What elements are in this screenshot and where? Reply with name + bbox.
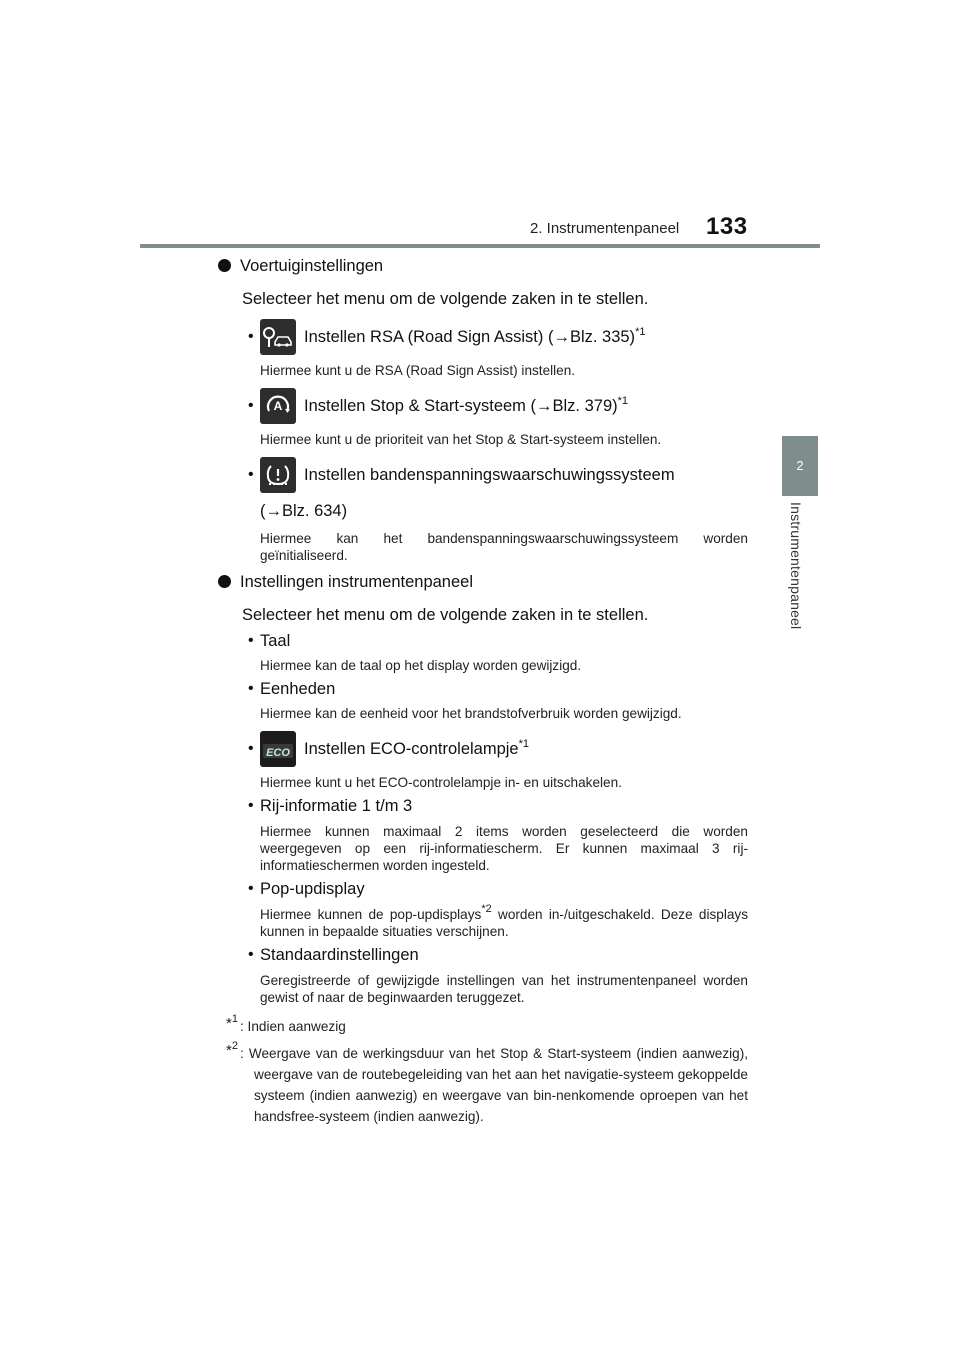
list-item-rsa bbox=[218, 318, 748, 356]
list-item-default-settings bbox=[218, 944, 748, 966]
footnote-1 bbox=[218, 1013, 748, 1037]
footnote-2 bbox=[218, 1040, 748, 1127]
item-label: Pop-updisplay bbox=[260, 880, 365, 898]
tire-pressure-warning-icon bbox=[260, 457, 296, 493]
section-title-text: Voertuiginstellingen bbox=[240, 257, 384, 275]
bullet: • bbox=[248, 946, 254, 963]
footnote-mark: *$^2$ bbox=[226, 1040, 238, 1059]
item-description: Hiermee kunt u de RSA (Road Sign Assist) instellen. bbox=[260, 363, 576, 378]
item-label: Rij-informatie 1 t/m 3 bbox=[260, 797, 413, 815]
item-label: Standaardinstellingen bbox=[260, 946, 419, 964]
page-content bbox=[218, 252, 748, 1127]
item-description: Hiermee kan het bandenspanningswaarschuwingssysteem worden geïnitialiseerd. bbox=[260, 531, 748, 563]
bullet: • bbox=[248, 466, 254, 483]
list-item-language bbox=[218, 630, 748, 652]
list-item-eco bbox=[218, 730, 748, 768]
bullet: • bbox=[248, 880, 254, 897]
item-label: Instellen ECO-controlelampje$^{*1}$ bbox=[304, 738, 530, 758]
chapter-tab[interactable]: 2 bbox=[782, 436, 818, 496]
header-divider bbox=[140, 244, 820, 248]
item-description: Hiermee kunnen de pop-updisplays$^{*2}$ worden in-/uitgeschakeld. Deze displays kunnen in bepaalde situaties verschijnen. bbox=[260, 903, 749, 939]
bullet: • bbox=[248, 632, 254, 649]
item-description: Geregistreerde of gewijzigde instellingen van het instrumentenpaneel worden gewist of naar de beginwaarden teruggezet. bbox=[260, 973, 748, 1005]
bullet: • bbox=[248, 328, 254, 345]
footnote-text: : Weergave van de werkingsduur van het Stop & Start-systeem (indien aanwezig), weergave van de routebegeleiding van het aan het navigatie-systeem gekoppelde systeem (indien aanwezig) en weergave van bin-nenkomende oproepen van het handsfree-systeem (indien aanwezig). bbox=[240, 1046, 748, 1124]
item-label: Instellen bandenspanningswaarschuwingssysteem bbox=[304, 466, 675, 484]
bullet: • bbox=[248, 740, 254, 757]
section-title-vehicle-settings bbox=[218, 254, 748, 278]
section-title-instrument-settings bbox=[218, 570, 748, 594]
item-label-continuation bbox=[218, 500, 748, 522]
svg-text:ECO: ECO bbox=[266, 747, 290, 759]
item-description: Hiermee kan de eenheid voor het brandstofverbruik worden gewijzigd. bbox=[260, 706, 682, 721]
item-label: Instellen Stop & Start-systeem (→Blz. 379)$^{*1}$ bbox=[304, 395, 629, 415]
svg-text:A: A bbox=[273, 399, 283, 413]
page-reference: (→Blz. 634) bbox=[260, 502, 348, 520]
list-item-units bbox=[218, 678, 748, 700]
section-intro: Selecteer het menu om de volgende zaken in te stellen. bbox=[242, 290, 649, 308]
road-sign-assist-icon bbox=[260, 319, 296, 355]
item-description: Hiermee kunt u het ECO-controlelampje in- en uitschakelen. bbox=[260, 775, 622, 790]
item-description: Hiermee kan de taal op het display worden gewijzigd. bbox=[260, 658, 582, 673]
bullet-dot-icon bbox=[218, 259, 231, 272]
item-label: Taal bbox=[260, 632, 291, 650]
section-intro: Selecteer het menu om de volgende zaken in te stellen. bbox=[242, 606, 649, 624]
footnote-mark: *$^1$ bbox=[226, 1013, 238, 1032]
footnote-text: : Indien aanwezig bbox=[240, 1019, 346, 1034]
list-item-tire-pressure bbox=[218, 456, 748, 494]
item-label: Instellen RSA (Road Sign Assist) (→Blz. 335)$^{*1}$ bbox=[304, 326, 646, 346]
eco-indicator-icon bbox=[260, 731, 296, 767]
item-description: Hiermee kunt u de prioriteit van het Stop & Start-systeem instellen. bbox=[260, 432, 662, 447]
list-item-trip-info bbox=[218, 795, 748, 817]
section-title-text: Instellingen instrumentenpaneel bbox=[240, 573, 473, 591]
list-item-popup-display bbox=[218, 878, 748, 900]
bullet: • bbox=[248, 397, 254, 414]
stop-start-icon bbox=[260, 388, 296, 424]
page-number: 133 bbox=[706, 213, 748, 240]
bullet: • bbox=[248, 797, 254, 814]
item-label: Eenheden bbox=[260, 680, 336, 698]
chapter-title: 2. Instrumentenpaneel bbox=[530, 220, 680, 237]
item-description: Hiermee kunnen maximaal 2 items worden geselecteerd die worden weergegeven op een rij-informatiescherm. Er kunnen maximaal 3 rij-informatieschermen worden ingesteld. bbox=[260, 824, 748, 873]
chapter-tab-label: Instrumentenpaneel bbox=[788, 502, 804, 630]
bullet-dot-icon bbox=[218, 575, 231, 588]
bullet: • bbox=[248, 680, 254, 697]
list-item-stop-start bbox=[218, 387, 748, 425]
